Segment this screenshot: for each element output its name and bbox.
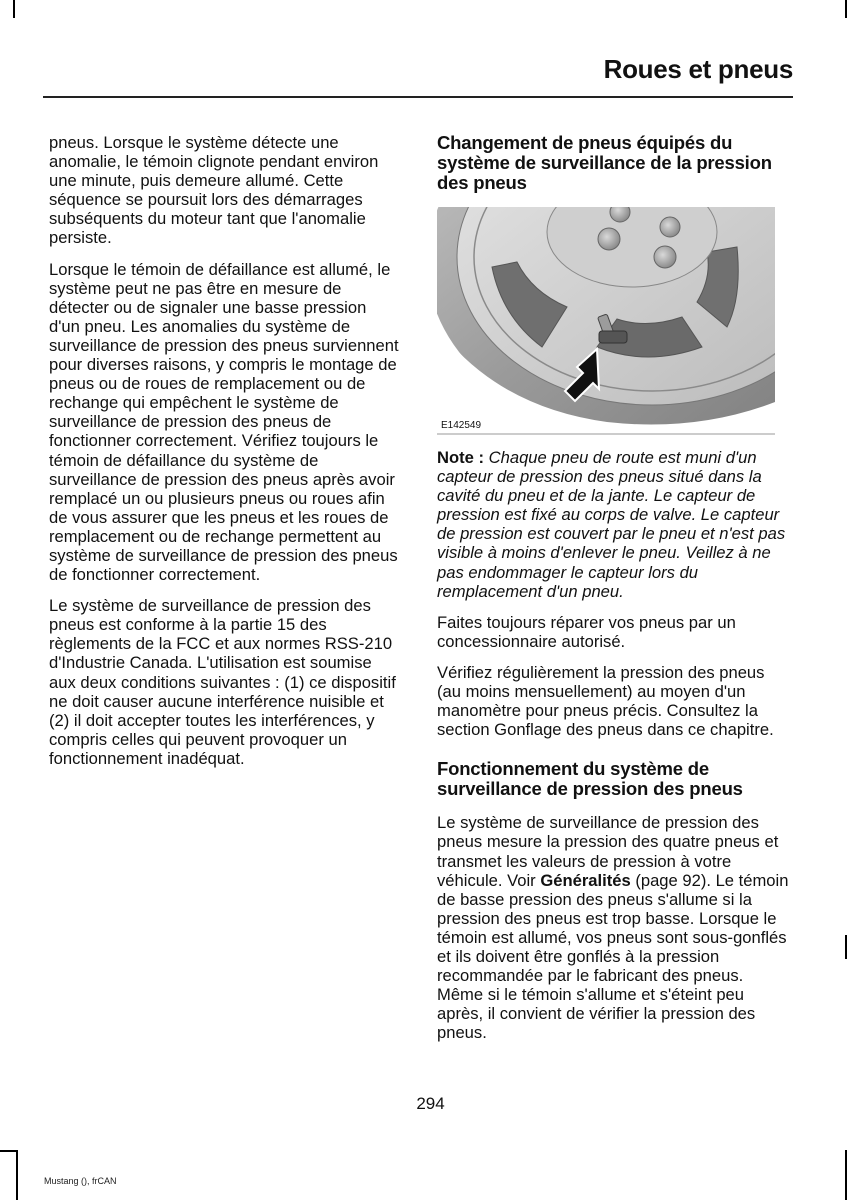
paragraph-anomaly: pneus. Lorsque le système détecte une anomalie, le témoin clignote pendant environ une minute, puis demeure allumé. Cette séquence se poursuit lors des démarrages subséquents du moteur tant que l'anomalie persiste.: [49, 133, 379, 248]
paragraph-check-pressure: Vérifiez régulièrement la pression des pneus (au moins mensuellement) au moyen d'un manomètre pour pneus précis. Consultez la section Gonflage des pneus dans ce chapitre.: [437, 662, 774, 740]
paragraph-dealer: Faites toujours réparer vos pneus par un concessionnaire autorisé.: [437, 612, 736, 651]
note-text: Chaque pneu de route est muni d'un capteur de pression des pneus situé dans la cavité du pneu et de la jante. Le capteur de pression est fixé au corps de valve. Le capteur de pression est couvert par le pneu et n'est pas visible à moins d'enlever le pneu. Veillez à ne pas endommager le capteur lors du remplacement d'un pneu.: [437, 448, 786, 601]
left-column: [49, 133, 401, 780]
figure-id: E142549: [441, 420, 482, 431]
crop-mark-top-right: [845, 0, 847, 18]
crop-mark-right-mid: [845, 935, 847, 959]
operation-page-ref: (page 92).: [630, 870, 711, 890]
operation-text-before: Le système de surveillance de pression des pneus mesure la pression des quatre pneus et transmet les valeurs de pression à votre véhicule. Voir: [437, 813, 779, 890]
right-column: [437, 133, 789, 1054]
heading-system-operation: Fonctionnement du système de surveillance de pression des pneus: [437, 758, 743, 800]
heading-tire-change: Changement de pneus équipés du système de surveillance de la pression des pneus: [437, 132, 772, 193]
footer-doc-info: Mustang (), frCAN: [44, 1176, 117, 1186]
page-number: 294: [416, 1094, 445, 1113]
tire-valve-figure: [437, 207, 775, 435]
page-title: Roues et pneus: [603, 54, 793, 84]
operation-text-after: Le témoin de basse pression des pneus s'allume si la pression des pneus est trop basse. Lorsque le témoin est allumé, vos pneus sont sous-gonflés et ils doivent être gonflés à la pression recommandée par le fabricant des pneus. Même si le témoin s'allume et s'éteint peu après, il convient de vérifier la pression des pneus.: [437, 870, 789, 1043]
header-divider: [43, 96, 793, 98]
note-paragraph: [437, 448, 789, 601]
paragraph-malfunction: Lorsque le témoin de défaillance est allumé, le système peut ne pas être en mesure de détecter ou de signaler une basse pression d'un pneu. Les anomalies du système de surveillance de pression des pneus surviennent pour diverses raisons, y compris le montage de pneus ou de roues de remplacement ou de rechange qui empêchent le système de surveillance de pression des pneus de fonctionner correctement. Vérifiez toujours le témoin de défaillance du système de surveillance de pression des pneus après avoir remplacé un ou plusieurs pneus ou roues afin de vous assurer que les pneus et les roues de remplacement ou de rechange permettent au système de surveillance de pression des pneus de fonctionner correctement.: [49, 259, 399, 585]
generalites-link[interactable]: Généralités: [540, 870, 631, 890]
tire-valve-illustration: [437, 207, 775, 435]
crop-mark-bottom-right: [845, 1150, 847, 1200]
note-label: Note :: [437, 448, 485, 467]
paragraph-operation: [437, 813, 789, 1042]
paragraph-fcc: Le système de surveillance de pression des pneus est conforme à la partie 15 des règlements de la FCC et aux normes RSS-210 d'Industrie Canada. L'utilisation est soumise aux deux conditions suivantes : (1) ce dispositif ne doit causer aucune interférence nuisible et (2) il doit accepter toutes les interférences, y compris celles qui peuvent provoquer un fonctionnement inadéquat.: [49, 596, 396, 768]
crop-mark-bottom-left-v: [16, 1150, 18, 1200]
crop-mark-top-left: [13, 0, 15, 18]
